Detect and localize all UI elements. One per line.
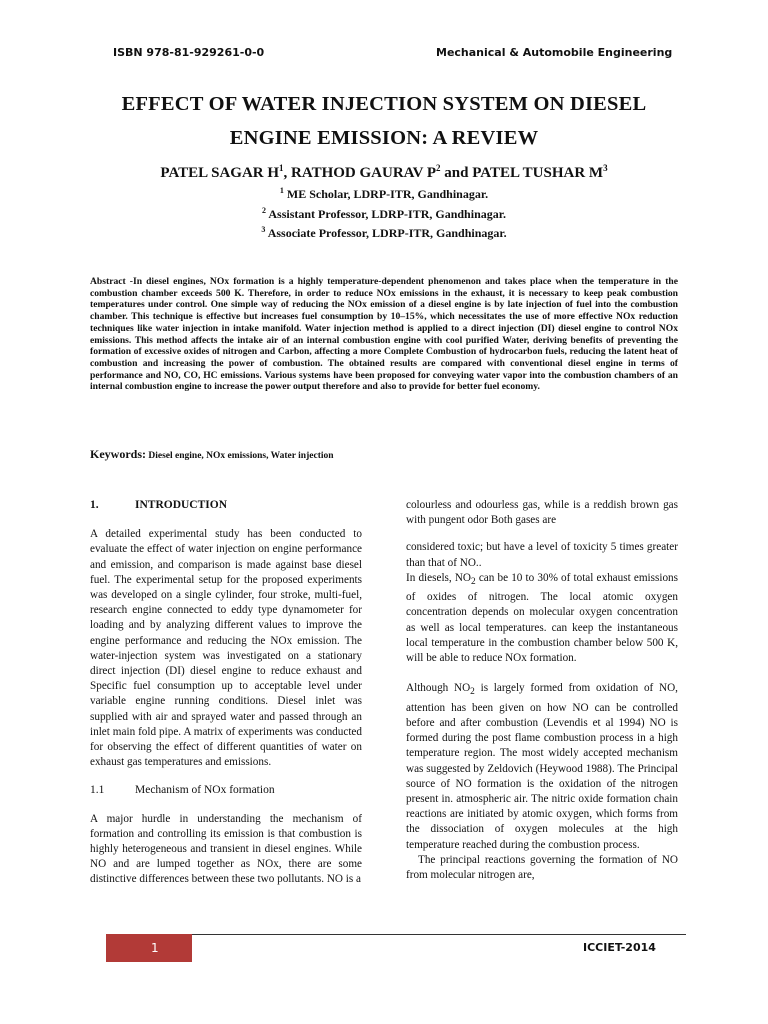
gas-description-paragraph: colourless and odourless gas, while is a reddish brown gas with pungent odor Both gases are bbox=[406, 499, 678, 527]
affiliation-1 bbox=[0, 186, 768, 202]
section-heading-introduction bbox=[90, 498, 362, 513]
subsection-title: Mechanism of NOx formation bbox=[135, 784, 275, 797]
author-1-sup: 1 bbox=[279, 163, 284, 173]
conference-label: ICCIET-2014 bbox=[583, 941, 656, 954]
page-number: 1 bbox=[151, 941, 159, 955]
intro-paragraph: A detailed experimental study has been conducted to evaluate the effect of water injection on engine performance and emission, and comparison is made against base diesel fuel. The experimental setup for the proposed experiments was developed on a single cylinder, four stroke, multi-fuel, research engine connected to eddy type dynamometer for loading and by analyzing different values to improve the engine performance and reducing the NOx emission. The water-injection system was investigated on a stationary direct injection (DI) diesel engine to reduce exhaust and Specific fuel consumption up to acceptable level under variable engine running conditions. Diesel inlet was supplied with air and sprayed water and passed through an inlet main fold pipe. A matrix of experiments was conducted for observing the effect of different quantities of water on exhaust gas temperatures and emissions. bbox=[90, 528, 362, 769]
affiliation-3 bbox=[0, 225, 768, 241]
author-list bbox=[0, 163, 768, 182]
no-formation-body: is largely formed from oxidation of NO, attention has been given on how NO can be controlled before and after combustion (Levendis et al 1994) NO is formed during the post flame combustion process in a high temperature region. The most widely accepted mechanism was suggested by Zeldovich (Heywood 1988). The Principal source of NO formation is the oxidation of the nitrogen present in. atmospheric air. The nitric oxide formation chain reactions are initiated by atomic oxygen, which forms from the dissociation of oxygen molecules at the high temperature reached during the combustion process. bbox=[406, 682, 678, 851]
diesel-no2-lead: In diesels, NO bbox=[406, 571, 472, 584]
section-title: INTRODUCTION bbox=[135, 499, 228, 511]
left-column bbox=[90, 498, 362, 888]
diesel-no2-body: can be 10 to 30% of total exhaust emissions of oxides of nitrogen. The local atomic oxygen concentration depends on molecular oxygen concentration as well as local temperatures. can keep the instantaneous local temperature in the combustion chamber below 500 K, will be able to reduce NOx formation. bbox=[406, 571, 678, 665]
track-header: Mechanical & Automobile Engineering bbox=[436, 46, 673, 59]
keywords-label: Keywords: bbox=[90, 447, 146, 461]
toxicity-paragraph: considered toxic; but have a level of toxicity 5 times greater than that of NO.. bbox=[406, 541, 678, 569]
author-3: and PATEL TUSHAR M bbox=[440, 165, 604, 181]
principal-reactions-paragraph: The principal reactions governing the formation of NO from molecular nitrogen are, bbox=[406, 853, 678, 881]
no2-subscript: 2 bbox=[471, 577, 476, 588]
author-2: , RATHOD GAURAV P bbox=[283, 165, 437, 181]
subsection-heading-nox bbox=[90, 783, 362, 798]
author-2-sup: 2 bbox=[436, 163, 441, 173]
author-1: PATEL SAGAR H bbox=[160, 165, 280, 181]
nox-paragraph: A major hurdle in understanding the mechanism of formation and controlling its emission is that combustion is highly heterogeneous and transient in diesel engines. While NO and are lumped together as NOx, there are some distinctive differences between these two pollutants. NO is a bbox=[90, 812, 362, 886]
footer-rule bbox=[150, 934, 686, 935]
diesel-no2-paragraph bbox=[406, 571, 678, 666]
paper-title-line-2: ENGINE EMISSION: A REVIEW bbox=[229, 127, 539, 149]
no-formation-lead: Although NO bbox=[406, 682, 471, 695]
author-3-sup: 3 bbox=[603, 163, 608, 173]
subsection-number: 1.1 bbox=[90, 784, 105, 797]
affiliation-3-text: Associate Professor, LDRP-ITR, Gandhinagar. bbox=[265, 226, 507, 240]
keywords bbox=[90, 447, 334, 462]
affiliation-3-sup: 3 bbox=[261, 225, 266, 234]
abstract: Abstract -In diesel engines, NOx formation is a highly temperature-dependent phenomenon and takes place when the temperature in the combustion chamber exceeds 500 K. Therefore, in order to reduce NOx emissions in the exhaust, it is necessary to keep peak combustion temperatures under control. One simple way of reducing the NOx emission of a diesel engine is by late injection of fuel into the combustion chamber. This technique is effective but increases fuel consumption by 10–15%, which necessitates the use of more effective NOx reduction techniques like water injection in intake manifold. Water injection method is applied to a direct injection (DI) diesel engine to control NOx emissions. This method affects the intake air of an internal combustion engine with cool purified Water, deriving benefits of preventing the formation of excessive oxides of nitrogen and Carbon, affecting a more Complete Combustion of hydrocarbon fuels, reducing the latent heat of combustion and increasing the power of combustion. The obtained results are compared with conventional diesel engine in terms of performance and NO, CO, HC emissions. Various systems have been proposed for conveying water vapor into the combustion chambers of an internal combustion engine to increase the power output therefore and also to provide for better fuel economy. bbox=[90, 276, 678, 393]
page-number-box bbox=[106, 934, 192, 962]
affiliation-2-text: Assistant Professor, LDRP-ITR, Gandhinagar. bbox=[266, 207, 506, 221]
no2-subscript-2: 2 bbox=[470, 687, 475, 698]
affiliation-1-text: ME Scholar, LDRP-ITR, Gandhinagar. bbox=[283, 187, 489, 201]
no-formation-paragraph bbox=[406, 681, 678, 852]
right-column bbox=[406, 498, 678, 883]
affiliation-1-sup: 1 bbox=[279, 186, 284, 195]
affiliation-2 bbox=[0, 206, 768, 222]
affiliation-2-sup: 2 bbox=[262, 206, 267, 215]
keywords-text: Diesel engine, NOx emissions, Water injection bbox=[148, 451, 334, 461]
isbn-header: ISBN 978-81-929261-0-0 bbox=[113, 46, 265, 59]
section-number: 1. bbox=[90, 499, 99, 511]
paper-title-line-1: EFFECT OF WATER INJECTION SYSTEM ON DIESEL bbox=[121, 93, 647, 115]
